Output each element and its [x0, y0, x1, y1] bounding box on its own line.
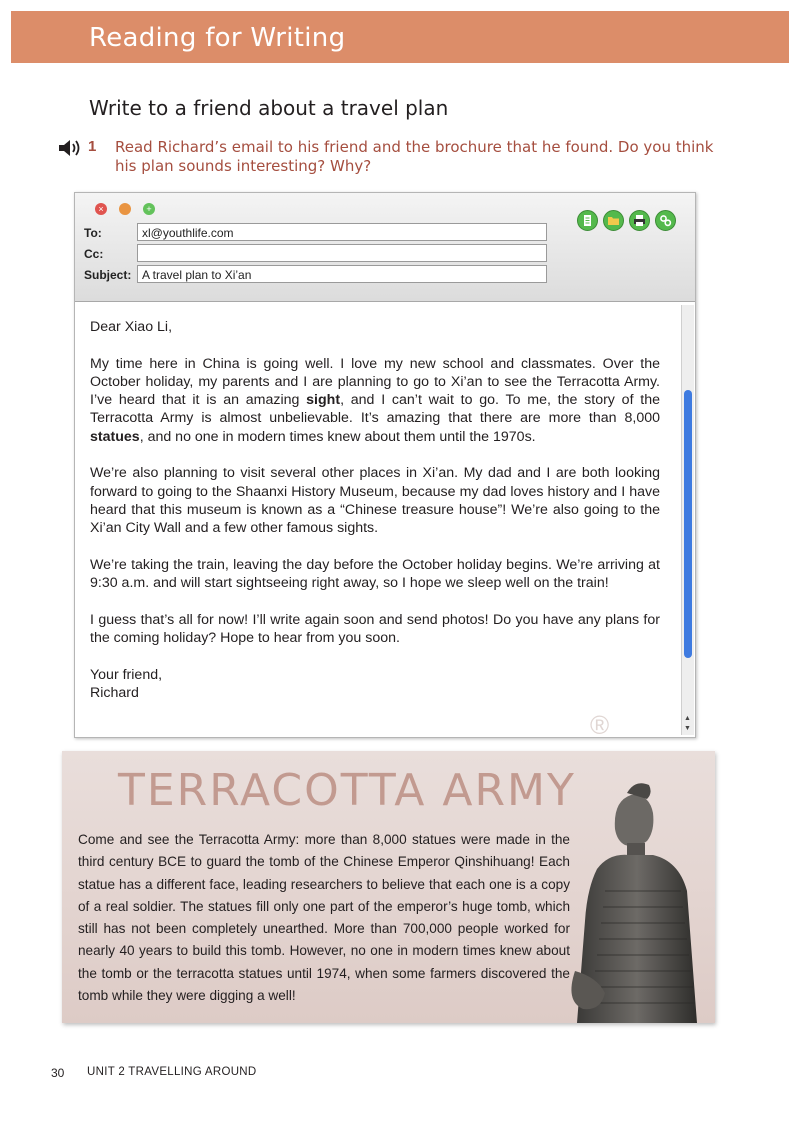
subject-label: Subject: — [84, 268, 132, 282]
subject-field[interactable]: A travel plan to Xi’an — [137, 265, 547, 283]
email-header — [75, 193, 695, 302]
email-body[interactable] — [90, 318, 660, 702]
banner-title: Reading for Writing — [89, 23, 346, 53]
scrollbar-thumb[interactable] — [684, 390, 692, 658]
email-paragraph-4: I guess that’s all for now! I’ll write again soon and send photos! Do you have any plans for the coming holiday? Hope to hear from you soon. — [90, 611, 660, 647]
email-paragraph-1 — [90, 355, 660, 446]
terracotta-warrior-image — [557, 771, 715, 1023]
brochure-text-a: Come and see the Terracotta Army: more than 8,000 statues were made in the third century — [78, 832, 570, 870]
close-window-icon[interactable]: × — [95, 203, 107, 215]
settings-icon[interactable] — [655, 210, 676, 231]
email-p1-text-a: My time here in China is going well. I love my new school and classmates. Over the October holiday, my parents and I are planning to go to Xi’an to see the Terracotta Army. I’ve heard that it is an amazing — [90, 355, 660, 409]
maximize-window-icon[interactable]: + — [143, 203, 155, 215]
registered-mark: ® — [590, 710, 610, 740]
scroll-up-icon[interactable]: ▲ — [684, 715, 691, 722]
header-banner — [11, 11, 789, 63]
email-closing: Your friend, — [90, 666, 163, 683]
brochure-text — [78, 829, 570, 1007]
section-title: Write to a friend about a travel plan — [89, 96, 449, 120]
document-icon[interactable] — [577, 210, 598, 231]
folder-icon[interactable] — [603, 210, 624, 231]
page-number: 30 — [51, 1066, 65, 1080]
to-field[interactable]: xl@youthlife.com — [137, 223, 547, 241]
exercise-instruction: Read Richard’s email to his friend and the brochure that he found. Do you think his plan sounds interesting? Why? — [115, 138, 714, 175]
email-signature: Richard — [90, 684, 139, 701]
cc-field[interactable] — [137, 244, 547, 262]
email-p1-text-c: , and no one in modern times knew about them until the 1970s. — [139, 428, 536, 445]
brochure-title: TERRACOTTA ARMY — [118, 765, 576, 816]
audio-speaker-icon[interactable] — [57, 138, 81, 158]
print-icon[interactable] — [629, 210, 650, 231]
terracotta-brochure — [62, 751, 715, 1023]
email-p1-text-b: , and I can’t wait to go. To me, the story of the Terracotta Army is almost unbelievable. It’s amazing that there are more than 8,000 — [90, 392, 660, 427]
scroll-down-icon[interactable]: ▼ — [684, 725, 691, 732]
email-scrollbar[interactable] — [681, 305, 694, 735]
unit-label: UNIT 2 TRAVELLING AROUND — [87, 1066, 257, 1078]
email-window — [74, 192, 696, 738]
keyword-sight: sight — [306, 392, 341, 409]
minimize-window-icon[interactable] — [119, 203, 131, 215]
keyword-statues: statues — [90, 428, 140, 445]
brochure-bce: BCE — [158, 854, 187, 870]
brochure-text-b: to guard the tomb of the Chinese Emperor Qinshihuang! Each statue has a different face, leading researchers to believe that each one is a copy of a real soldier. The statues fill only one part of the emperor’s huge tomb, which still has not been completely unearthed. More than 700,000 people worked for nearly 40 years to build this tomb. However, no one in modern times knew about the tomb or the terracotta statues until 1974, when some farmers discovered the tomb while they were digging a well! — [78, 854, 570, 1004]
email-greeting: Dear Xiao Li, — [90, 319, 173, 335]
exercise-number: 1 — [88, 138, 97, 155]
email-paragraph-2: We’re also planning to visit several other places in Xi’an. My dad and I are both looking forward to going to the Shaanxi History Museum, because my dad loves history and I have heard that this museum is known as a “Chinese treasure house”! We’re also going to the Xi’an City Wall and a few other famous sights. — [90, 465, 660, 537]
cc-label: Cc: — [84, 247, 104, 261]
to-label: To: — [84, 226, 102, 240]
email-paragraph-3: We’re taking the train, leaving the day before the October holiday begins. We’re arriving at 9:30 a.m. and will start sightseeing right away, so I hope we sleep well on the train! — [90, 556, 660, 592]
